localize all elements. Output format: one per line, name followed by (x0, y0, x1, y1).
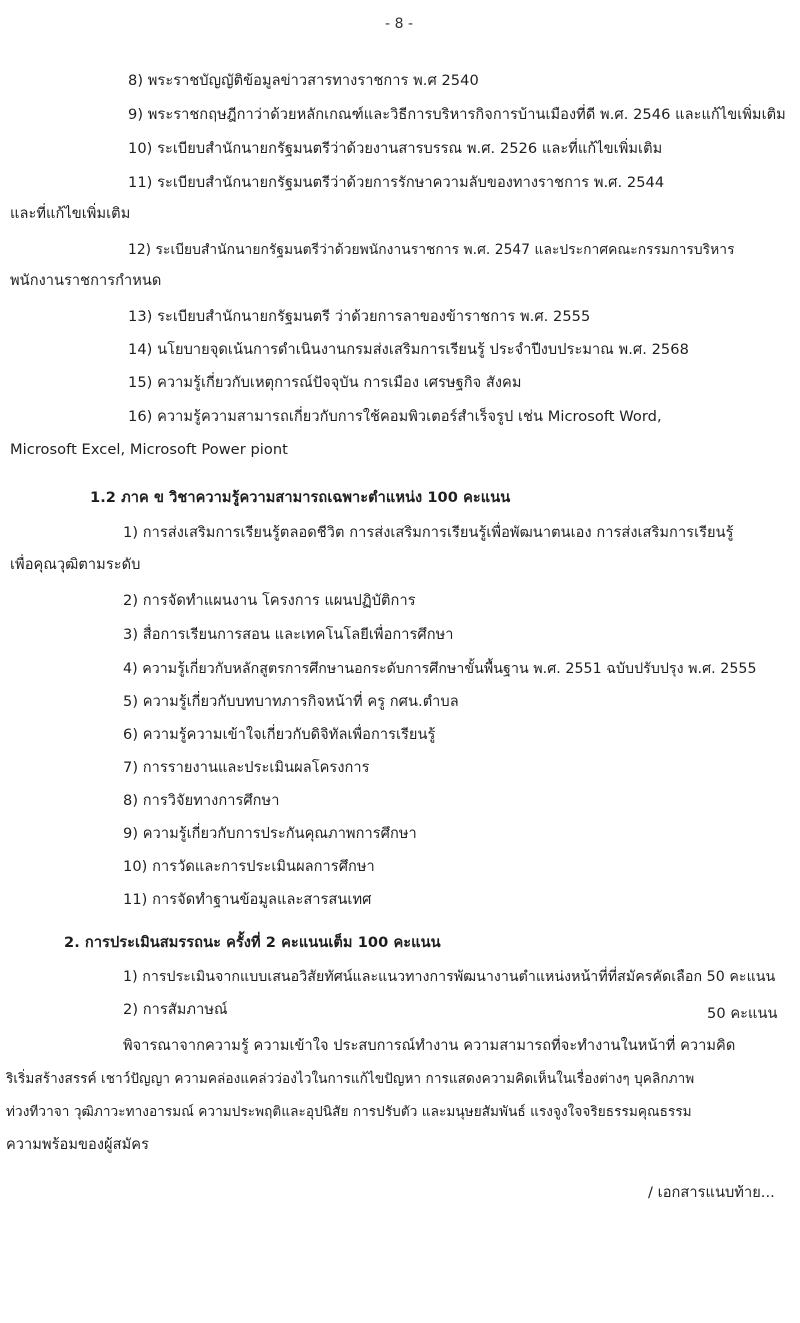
list-item: 4) ความรู้เกี่ยวกับหลักสูตรการศึกษานอกระดับการศึกษาขั้นพื้นฐาน พ.ศ. 2551 ฉบับปรับปรุง พ.ศ. 2555 (123, 661, 757, 677)
section-heading: 2. การประเมินสมรรถนะ ครั้งที่ 2 คะแนนเต็ม 100 คะแนน (64, 934, 441, 951)
list-item-continuation: และที่แก้ไขเพิ่มเติม (10, 205, 131, 222)
list-item: 12) ระเบียบสำนักนายกรัฐมนตรีว่าด้วยพนักงานราชการ พ.ศ. 2547 และประกาศคณะกรรมการบริหาร (128, 242, 735, 258)
paragraph-line: ความพร้อมของผู้สมัคร (6, 1136, 149, 1153)
list-item: 11) ระเบียบสำนักนายกรัฐมนตรีว่าด้วยการรักษาความลับของทางราชการ พ.ศ. 2544 (128, 174, 665, 191)
list-item: 2) การจัดทำแผนงาน โครงการ แผนปฏิบัติการ (123, 592, 416, 609)
list-item: 14) นโยบายจุดเน้นการดำเนินงานกรมส่งเสริมการเรียนรู้ ประจำปีงบประมาณ พ.ศ. 2568 (128, 341, 689, 358)
list-item-continuation: พนักงานราชการกำหนด (10, 272, 162, 289)
list-item: 7) การรายงานและประเมินผลโครงการ (123, 759, 370, 776)
list-item: 9) พระราชกฤษฎีกาว่าด้วยหลักเกณฑ์และวิธีการบริหารกิจการบ้านเมืองที่ดี พ.ศ. 2546 และแก้ไขเพิ่มเติม (128, 106, 786, 123)
continuation-note: / เอกสารแนบท้าย... (648, 1184, 775, 1201)
list-item: 5) ความรู้เกี่ยวกับบทบาทภารกิจหน้าที่ ครู กศน.ตำบล (123, 693, 459, 710)
list-item: 3) สื่อการเรียนการสอน และเทคโนโลยีเพื่อการศึกษา (123, 626, 454, 643)
list-item: 10) ระเบียบสำนักนายกรัฐมนตรีว่าด้วยงานสารบรรณ พ.ศ. 2526 และที่แก้ไขเพิ่มเติม (128, 140, 663, 157)
list-item-continuation: Microsoft Excel, Microsoft Power piont (10, 441, 288, 458)
list-item: 1) การส่งเสริมการเรียนรู้ตลอดชีวิต การส่งเสริมการเรียนรู้เพื่อพัฒนาตนเอง การส่งเสริมการเรียนรู้ (123, 524, 734, 541)
list-item: 13) ระเบียบสำนักนายกรัฐมนตรี ว่าด้วยการลาของข้าราชการ พ.ศ. 2555 (128, 308, 591, 325)
list-item: 1) การประเมินจากแบบเสนอวิสัยทัศน์และแนวทางการพัฒนางานตำแหน่งหน้าที่ที่สมัครคัดเลือก 50 คะแนน (123, 969, 776, 985)
section-heading: 1.2 ภาค ข วิชาความรู้ความสามารถเฉพาะตำแหน่ง 100 คะแนน (90, 489, 511, 506)
list-item: 16) ความรู้ความสามารถเกี่ยวกับการใช้คอมพิวเตอร์สำเร็จรูป เช่น Microsoft Word, (128, 408, 662, 425)
list-item: 10) การวัดและการประเมินผลการศึกษา (123, 858, 375, 875)
list-item: 8) การวิจัยทางการศึกษา (123, 792, 280, 809)
list-item: 2) การสัมภาษณ์ (123, 1001, 228, 1018)
score-value: 50 คะแนน (707, 1005, 778, 1022)
list-item-continuation: เพื่อคุณวุฒิตามระดับ (10, 556, 141, 573)
paragraph-line: พิจารณาจากความรู้ ความเข้าใจ ประสบการณ์ทำงาน ความสามารถที่จะทำงานในหน้าที่ ความคิด (123, 1037, 736, 1054)
list-item: 6) ความรู้ความเข้าใจเกี่ยวกับดิจิทัลเพื่อการเรียนรู้ (123, 726, 436, 743)
paragraph-line: ริเริ่มสร้างสรรค์ เชาว์ปัญญา ความคล่องแคล่วว่องไวในการแก้ไขปัญหา การแสดงความคิดเห็นในเรื่องต่างๆ บุคลิกภาพ (6, 1071, 695, 1087)
list-item: 15) ความรู้เกี่ยวกับเหตุการณ์ปัจจุบัน การเมือง เศรษฐกิจ สังคม (128, 374, 522, 391)
list-item: 8) พระราชบัญญัติข้อมูลข่าวสารทางราชการ พ.ศ 2540 (128, 72, 479, 89)
paragraph-line: ท่วงทีวาจา วุฒิภาวะทางอารมณ์ ความประพฤติและอุปนิสัย การปรับตัว และมนุษยสัมพันธ์ แรงจูงใจจริยธรรมคุณธรรม (6, 1104, 692, 1120)
list-item: 11) การจัดทำฐานข้อมูลและสารสนเทศ (123, 891, 372, 908)
page-number: - 8 - (385, 16, 414, 32)
list-item: 9) ความรู้เกี่ยวกับการประกันคุณภาพการศึกษา (123, 825, 417, 842)
